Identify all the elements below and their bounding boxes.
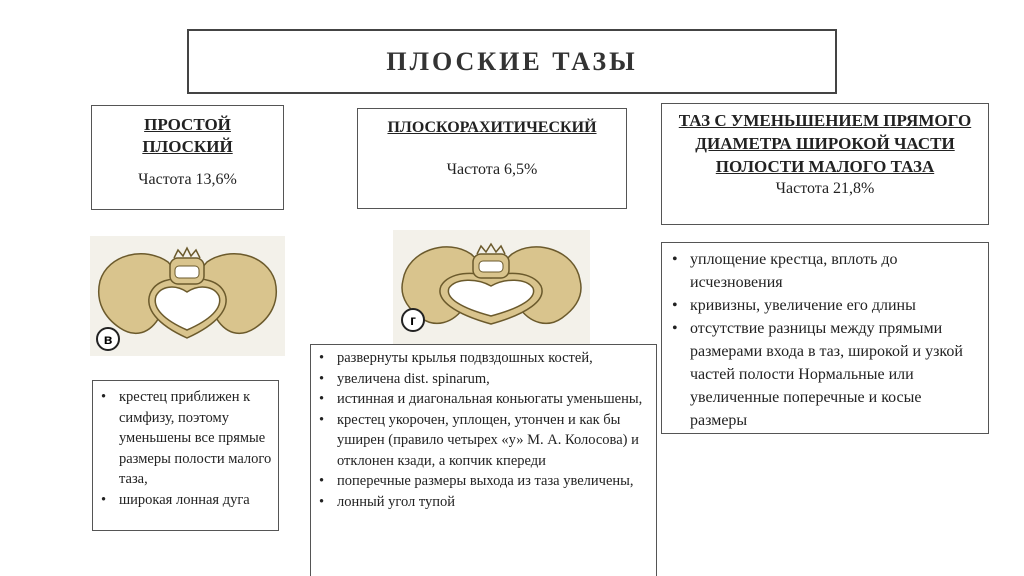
list-item: • крестец приближен к симфизу, поэтому уменьшены все прямые размеры полости малого таза, [97, 387, 274, 490]
rachitic-features-list [315, 348, 650, 512]
category-simple-box [91, 105, 284, 210]
list-item: • широкая лонная дуга [97, 490, 274, 511]
list-item: • истинная и диагональная коньюгаты уменьшены, [315, 389, 650, 410]
pelvis-diagram [393, 230, 590, 345]
category-reduced-box [661, 103, 989, 225]
image-label: г [410, 312, 416, 328]
rachitic-features-box [310, 344, 657, 576]
list-item: • кривизны, увеличение его длины [668, 294, 978, 317]
category-rachitic-box [357, 108, 627, 209]
simple-features-box [92, 380, 279, 531]
image-label: в [103, 331, 113, 347]
reduced-features-box [661, 242, 989, 434]
list-item: • отсутствие разницы между прямыми размерами входа в таз, широкой и узкой частей полости Нормальные или увеличенные поперечные и косые размеры [668, 317, 978, 432]
list-item: • крестец укорочен, уплощен, утончен и как бы уширен (правило четырех «у» М. А. Колосова) и отклонен кзади, а копчик кпереди [315, 410, 650, 472]
category-reduced-frequency: Частота 21,8% [775, 180, 875, 197]
list-item: • поперечные размеры выхода из таза увеличены, [315, 471, 650, 492]
category-rachitic-frequency: Частота 6,5% [446, 161, 538, 178]
pelvis-image-simple [90, 236, 285, 356]
list-item: • развернуты крылья подвздошных костей, [315, 348, 650, 369]
title-box [187, 29, 837, 94]
pelvis-diagram [90, 236, 285, 356]
reduced-features-list [668, 248, 978, 432]
category-simple-title: ПРОСТОЙ ПЛОСКИЙ [142, 115, 233, 156]
simple-features-list [97, 387, 274, 510]
category-reduced-title: ТАЗ С УМЕНЬШЕНИЕМ ПРЯМОГО ДИАМЕТРА ШИРОКОЙ ЧАСТИ ПОЛОСТИ МАЛОГО ТАЗА [678, 111, 972, 176]
category-rachitic-title: ПЛОСКОРАХИТИЧЕСКИЙ [387, 119, 597, 136]
list-item: • лонный угол тупой [315, 492, 650, 513]
list-item: • уплощение крестца, вплоть до исчезновения [668, 248, 978, 294]
category-simple-frequency: Частота 13,6% [138, 171, 237, 188]
page-title: ПЛОСКИЕ ТАЗЫ [386, 46, 638, 76]
list-item: • увеличена dist. spinarum, [315, 369, 650, 390]
pelvis-image-rachitic [393, 230, 590, 345]
